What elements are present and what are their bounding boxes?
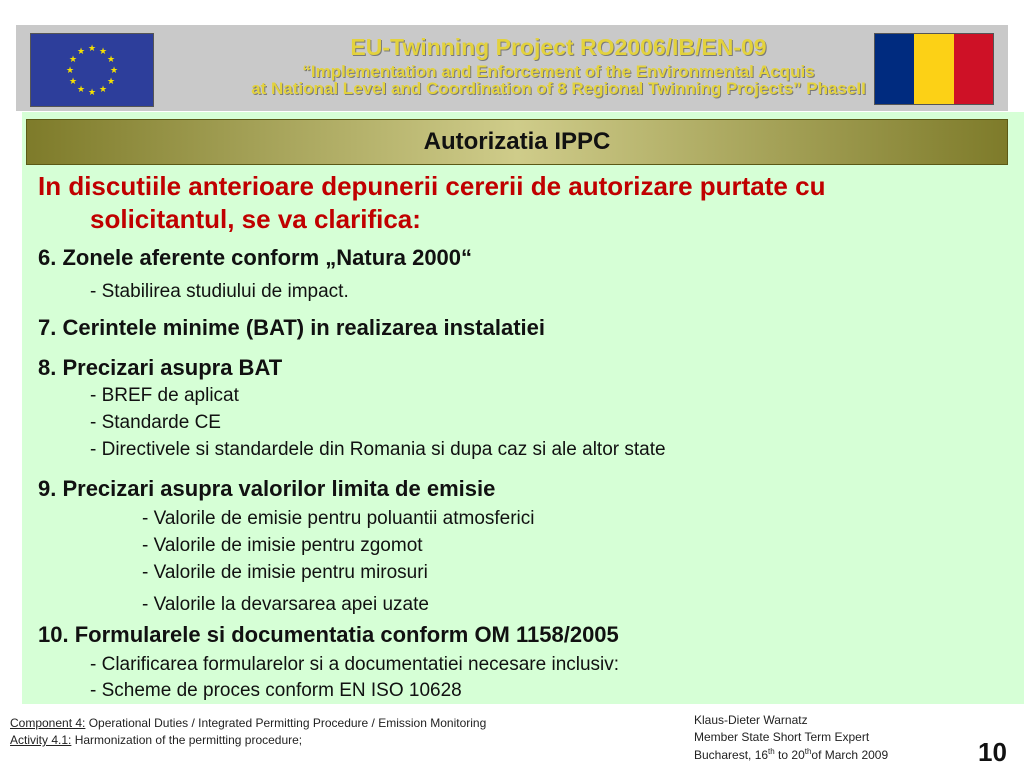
footer-activity-line [10, 733, 302, 747]
footer-date-sup-2: th [804, 747, 812, 756]
footer-location-date [694, 747, 888, 762]
svg-text:★: ★ [106, 55, 116, 65]
svg-text:★: ★ [68, 77, 78, 87]
svg-text:★: ★ [98, 47, 108, 57]
item-7-heading: 7. Cerintele minime (BAT) in realizarea instalatiei [38, 315, 545, 340]
intro-line-2: solicitantul, se va clarifica: [90, 204, 421, 234]
item-6-heading: 6. Zonele aferente conform „Natura 2000“ [38, 245, 473, 270]
footer-author: Klaus-Dieter Warnatz [694, 713, 808, 727]
footer-component-line [10, 716, 486, 730]
footer-date-suffix: of March 2009 [811, 748, 889, 762]
page-number: 10 [978, 737, 1007, 767]
item-8-heading: 8. Precizari asupra BAT [38, 355, 283, 380]
intro-line-1: In discutiile anterioare depunerii cererii de autorizare purtate cu [38, 171, 826, 201]
item-10-sub-2: - Scheme de proces conform EN ISO 10628 [90, 680, 462, 701]
item-10-heading: 10. Formularele si documentatia conform OM 1158/2005 [38, 622, 619, 647]
footer-date-sup-1: th [768, 747, 775, 756]
svg-text:★: ★ [68, 55, 78, 65]
footer-activity-label: Activity 4.1: [10, 733, 72, 747]
header-banner [16, 25, 1008, 111]
slide-title: Autorizatia IPPC [26, 119, 1008, 165]
item-8-sub-1: - BREF de aplicat [90, 385, 239, 406]
item-9-heading: 9. Precizari asupra valorilor limita de emisie [38, 476, 496, 501]
svg-text:★: ★ [76, 47, 86, 57]
item-9-sub-4: - Valorile la devarsarea apei uzate [142, 594, 429, 615]
item-9-sub-1: - Valorile de emisie pentru poluantii atmosferici [142, 508, 535, 529]
svg-text:★: ★ [98, 85, 108, 95]
item-6-sub-1: - Stabilirea studiului de impact. [90, 281, 349, 302]
footer-activity-text: Harmonization of the permitting procedure; [71, 733, 303, 747]
svg-text:★: ★ [106, 77, 116, 87]
svg-text:★: ★ [65, 66, 75, 76]
item-9-sub-3: - Valorile de imisie pentru mirosuri [142, 562, 428, 583]
item-8-sub-2: - Standarde CE [90, 412, 221, 433]
svg-text:★: ★ [76, 85, 86, 95]
svg-text:★: ★ [87, 44, 97, 54]
project-subtitle-line2: at National Level and Coordination of 8 Regional Twinning Projects” PhaseII [251, 79, 866, 98]
item-9-sub-2: - Valorile de imisie pentru zgomot [142, 535, 423, 556]
footer-component-label: Component 4: [10, 716, 86, 730]
footer-role: Member State Short Term Expert [694, 730, 870, 744]
item-8-sub-3: - Directivele si standardele din Romania si dupa caz si ale altor state [90, 439, 666, 460]
svg-text:★: ★ [87, 88, 97, 98]
project-title: EU-Twinning Project RO2006/IB/EN-09 [350, 34, 767, 60]
item-10-sub-1: - Clarificarea formularelor si a documentatiei necesare inclusiv: [90, 654, 620, 675]
project-subtitle-line1: “Implementation and Enforcement of the Environmental Acquis [302, 62, 815, 81]
footer-component-text: Operational Duties / Integrated Permitting Procedure / Emission Monitoring [85, 716, 487, 730]
svg-text:★: ★ [109, 66, 119, 76]
footer-date-mid: to 20 [774, 748, 805, 762]
romania-flag-icon [874, 33, 994, 105]
footer-date-prefix: Bucharest, 16 [694, 748, 769, 762]
